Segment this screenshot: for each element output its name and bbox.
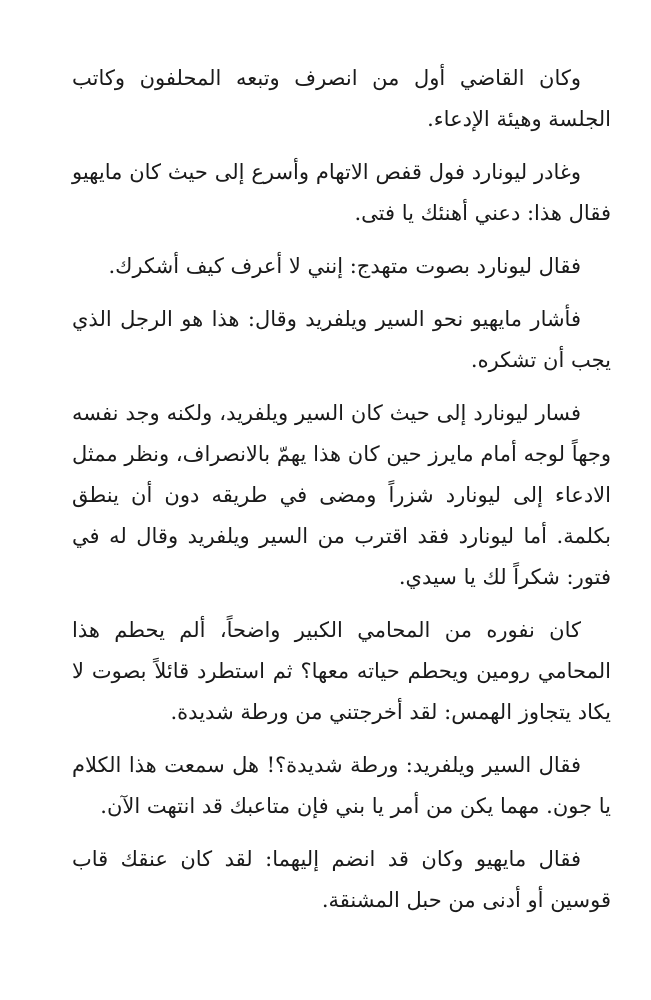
paragraph: فقال السير ويلفريد: ورطة شديدة؟! هل سمعت هذا الكلام يا جون. مهما يكن من أمر يا بني فإن متاعبك قد انتهت الآن. — [72, 753, 611, 818]
paragraph: فأشار مايهيو نحو السير ويلفريد وقال: هذا هو الرجل الذي يجب أن تشكره. — [72, 307, 611, 372]
body-text — [72, 58, 611, 921]
paragraph: فقال مايهيو وكان قد انضم إليهما: لقد كان عنقك قاب قوسين أو أدنى من حبل المشنقة. — [72, 847, 611, 912]
paragraph: كان نفوره من المحامي الكبير واضحاً، ألم يحطم هذا المحامي رومين ويحطم حياته معها؟ ثم استطرد قائلاً بصوت لا يكاد يتجاوز الهمس: لقد أخرجتني من ورطة شديدة. — [72, 618, 611, 724]
paragraph: فسار ليونارد إلى حيث كان السير ويلفريد، ولكنه وجد نفسه وجهاً لوجه أمام مايرز حين كان هذا يهمّ بالانصراف، ونظر ممثل الادعاء إلى ليونارد شزراً ومضى في طريقه دون أن ينطق بكلمة. أما ليونارد فقد اقترب من السير ويلفريد وقال له في فتور: شكراً لك يا سيدي. — [72, 401, 611, 589]
paragraph: وكان القاضي أول من انصرف وتبعه المحلفون وكاتب الجلسة وهيئة الإدعاء. — [72, 66, 611, 131]
paragraph: فقال ليونارد بصوت متهدج: إنني لا أعرف كيف أشكرك. — [108, 254, 581, 278]
paragraph: وغادر ليونارد فول قفص الاتهام وأسرع إلى حيث كان مايهيو فقال هذا: دعني أهنئك يا فتى. — [72, 160, 611, 225]
